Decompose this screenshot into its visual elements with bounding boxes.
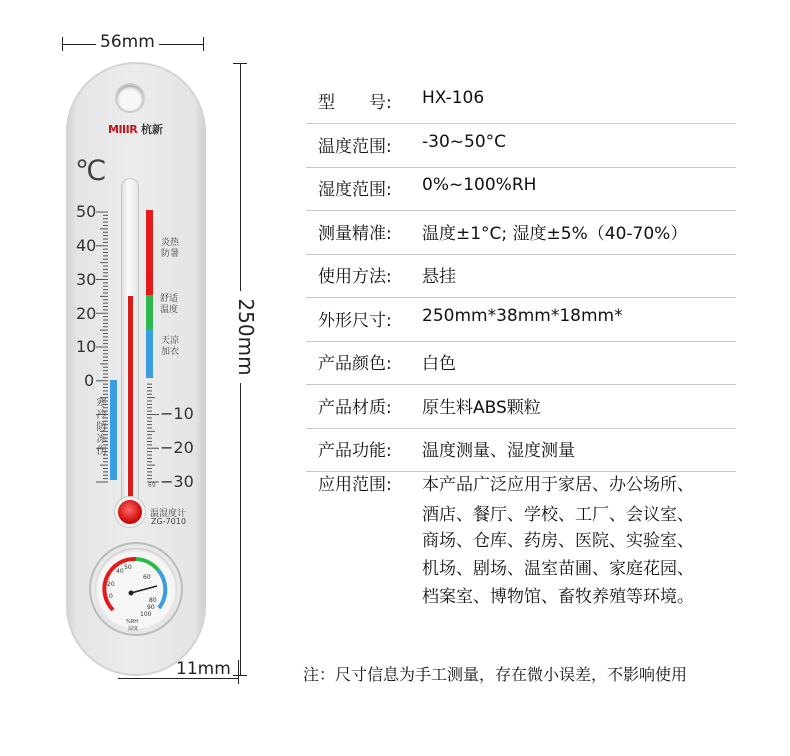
brand-logo-mark: MIIIR xyxy=(108,123,138,136)
application-label: 应用范围: xyxy=(318,475,392,495)
spec-value: 温度测量、湿度测量 xyxy=(422,441,575,461)
scale-label-50: 50 xyxy=(76,202,97,221)
spec-label: 温度范围: xyxy=(318,136,392,157)
spec-row xyxy=(306,341,736,385)
zone-cool-bar xyxy=(146,329,153,378)
scale-label-20: 20 xyxy=(76,304,97,323)
zone-comfort-label: 舒适温度 xyxy=(159,294,178,315)
hygro-label-60: 60 xyxy=(143,574,151,581)
spec-label: 产品颜色: xyxy=(318,354,392,374)
height-dimension-bottom-tick xyxy=(233,675,247,676)
small-mark: 69 xyxy=(148,482,156,489)
spec-row xyxy=(306,167,736,211)
hygro-label-0: 0 xyxy=(109,593,113,600)
spec-label: 产品功能: xyxy=(318,441,392,461)
mercury-column xyxy=(128,296,133,506)
width-dimension-left-tick xyxy=(62,37,63,51)
height-dimension-top-tick xyxy=(233,63,247,64)
spec-row xyxy=(306,80,736,124)
spec-label: 测量精准: xyxy=(318,223,392,244)
scale-label-minus20: −20 xyxy=(160,438,194,457)
zone-comfort-bar xyxy=(146,295,153,329)
spec-row xyxy=(306,254,736,298)
spec-row xyxy=(306,211,736,255)
width-dimension-right-tick xyxy=(203,37,204,51)
spec-value: 白色 xyxy=(422,354,456,374)
hanging-hole xyxy=(117,85,143,111)
spec-value: -30~50°C xyxy=(422,131,507,152)
spec-row xyxy=(306,428,736,472)
spec-value: HX-106 xyxy=(422,88,485,108)
depth-dimension-right-tick xyxy=(238,660,239,684)
scale-label-minus10: −10 xyxy=(160,404,194,423)
spec-value: 原生料ABS颗粒 xyxy=(422,397,541,418)
application-line-1: 本产品广泛应用于家居、办公场所、 xyxy=(422,475,694,495)
application-line-3: 商场、仓库、药房、医院、实验室、 xyxy=(422,531,694,551)
zone-cold-label: 寒冷防冻伤 xyxy=(96,398,107,457)
hygro-caption: 湿度 xyxy=(128,626,139,632)
height-dimension-label: 250mm xyxy=(234,291,258,383)
footnote: 注：尺寸信息为手工测量，存在微小误差，不影响使用 xyxy=(303,665,688,684)
scale-label-minus30: −30 xyxy=(160,472,194,491)
zone-cool-label: 天凉加衣 xyxy=(160,336,179,357)
application-line-5: 档案室、博物馆、畜牧养殖等环境。 xyxy=(422,587,694,607)
hygro-label-100: 100 xyxy=(140,611,152,618)
mercury-bulb xyxy=(118,500,142,524)
spec-value: 悬挂 xyxy=(422,267,456,287)
hygro-label-20: 20 xyxy=(107,581,115,588)
spec-label: 湿度范围: xyxy=(318,180,392,200)
spec-label: 使用方法: xyxy=(318,267,392,287)
spec-row xyxy=(306,298,736,342)
hygrometer-face xyxy=(95,548,177,630)
hygro-label-90: 90 xyxy=(147,604,155,611)
brand-logo-cn: 杭新 xyxy=(141,123,164,136)
spec-value: 0%~100%RH xyxy=(422,175,537,195)
application-line-2: 酒店、餐厅、学校、工厂、会议室、 xyxy=(422,505,694,525)
hygro-label-50: 50 xyxy=(124,564,132,571)
depth-dimension-label: 11mm xyxy=(176,659,231,679)
hygro-unit: %RH xyxy=(126,619,138,625)
zone-hot-label: 炎热防暑 xyxy=(160,238,179,259)
celsius-unit: ℃ xyxy=(75,154,107,187)
scale-label-30: 30 xyxy=(76,270,97,289)
zone-hot-bar xyxy=(146,210,153,295)
spec-row xyxy=(306,385,736,429)
width-dimension-label: 56mm xyxy=(96,32,159,52)
application-line-4: 机场、剧场、温室苗圃、家庭花园、 xyxy=(422,559,694,579)
model-name: 温湿度计 xyxy=(150,509,187,519)
scale-label-10: 10 xyxy=(76,337,97,356)
hygro-label-80: 80 xyxy=(149,597,157,604)
brand-logo xyxy=(108,121,163,137)
spec-row xyxy=(306,124,736,168)
spec-label: 产品材质: xyxy=(318,397,392,418)
zone-cold-bar xyxy=(110,380,117,480)
scale-label-40: 40 xyxy=(76,236,97,255)
hygro-label-40: 40 xyxy=(116,568,124,575)
spec-value: 温度±1°C; 湿度±5%（40-70%） xyxy=(422,223,688,244)
spec-value: 250mm*38mm*18mm* xyxy=(422,305,623,326)
scale-label-0: 0 xyxy=(84,371,95,390)
model-code: ZG-7010 xyxy=(151,517,186,526)
spec-label: 外形尺寸: xyxy=(318,310,392,331)
spec-label: 型 号: xyxy=(318,93,392,113)
